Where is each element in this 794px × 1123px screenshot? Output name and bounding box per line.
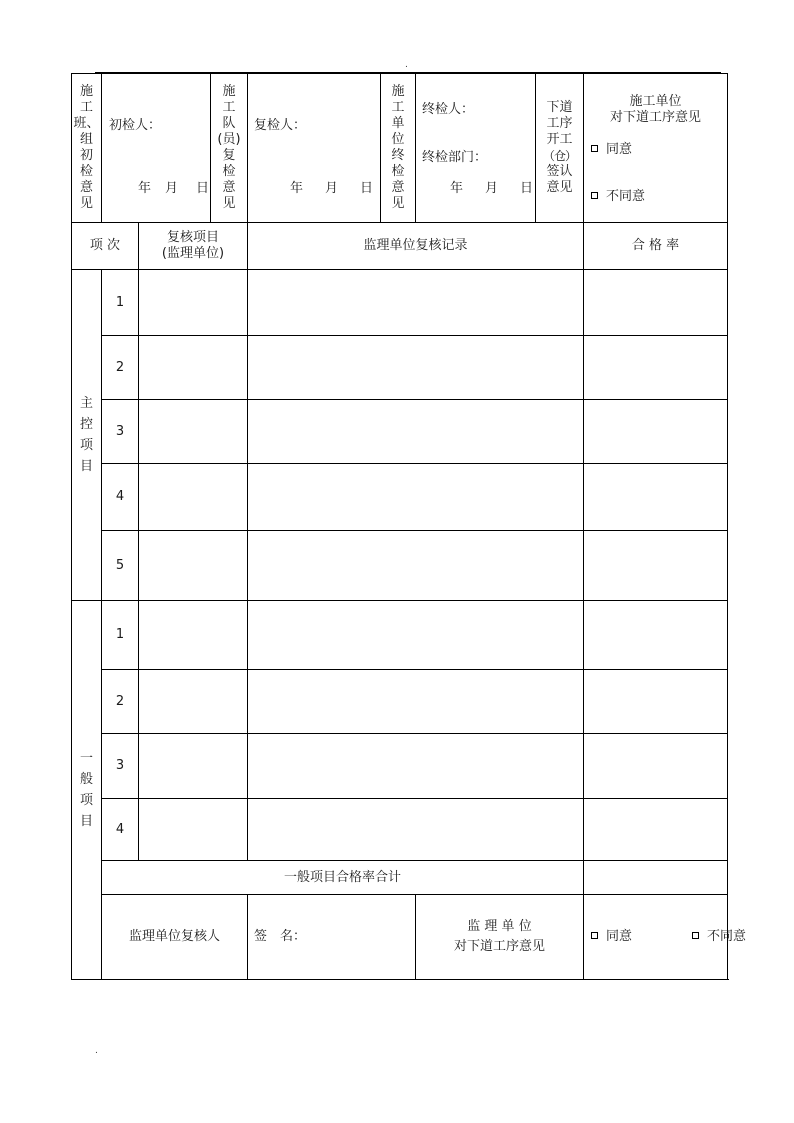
table-row bbox=[72, 601, 728, 670]
general-total-label: 一般项目合格率合计 bbox=[102, 861, 584, 895]
table-row bbox=[72, 464, 728, 531]
rate-cell[interactable] bbox=[584, 336, 728, 400]
table-row bbox=[72, 531, 728, 601]
general-total-row bbox=[72, 861, 728, 895]
row-number: 3 bbox=[102, 734, 139, 799]
table-row bbox=[72, 270, 728, 336]
main-control-group-label: 主 控 项 目 bbox=[72, 270, 102, 601]
crew-initial-check-label: 施 工 班、 组 初 检 意 见 bbox=[72, 74, 102, 223]
header-row bbox=[72, 74, 728, 223]
contractor-agree-option[interactable]: 同意 bbox=[591, 142, 632, 158]
item-head: 复核项目 (监理单位) bbox=[139, 223, 248, 270]
initial-inspector-label: 初检人： bbox=[109, 118, 162, 133]
next-process-signoff-label: 下道 工序 开工 （仓） 签认 意见 bbox=[536, 74, 584, 223]
column-head-row bbox=[72, 223, 728, 270]
record-cell[interactable] bbox=[248, 531, 584, 601]
page-mark-top: . bbox=[405, 60, 408, 70]
checkbox-icon[interactable] bbox=[591, 192, 598, 199]
record-cell[interactable] bbox=[248, 464, 584, 531]
contractor-opinion-title-1: 施工单位 bbox=[629, 94, 682, 109]
record-head: 监理单位复核记录 bbox=[248, 223, 584, 270]
table-row bbox=[72, 400, 728, 464]
final-dept-label: 终检部门： bbox=[422, 150, 488, 165]
rate-cell[interactable] bbox=[584, 270, 728, 336]
rate-head: 合 格 率 bbox=[584, 223, 728, 270]
general-total-value[interactable] bbox=[584, 861, 728, 895]
record-cell[interactable] bbox=[248, 270, 584, 336]
footer-row bbox=[72, 895, 728, 980]
item-cell[interactable] bbox=[139, 799, 248, 861]
rate-cell[interactable] bbox=[584, 670, 728, 734]
row-number: 2 bbox=[102, 336, 139, 400]
unit-final-check-label: 施 工 单 位 终 检 意 见 bbox=[381, 74, 416, 223]
general-group-label: 一 般 项 目 bbox=[72, 601, 102, 980]
supervisor-opinion-options bbox=[584, 895, 747, 980]
supervisor-agree-option[interactable]: 同意 bbox=[591, 929, 632, 945]
final-inspector-label: 终检人： bbox=[422, 102, 475, 117]
record-cell[interactable] bbox=[248, 601, 584, 670]
rate-cell[interactable] bbox=[584, 531, 728, 601]
record-cell[interactable] bbox=[248, 670, 584, 734]
recheck-inspector-label: 复检人： bbox=[254, 118, 307, 133]
final-check-cell[interactable] bbox=[416, 74, 536, 223]
row-number: 4 bbox=[102, 799, 139, 861]
row-number: 1 bbox=[102, 270, 139, 336]
record-cell[interactable] bbox=[248, 400, 584, 464]
quality-inspection-form bbox=[71, 73, 747, 980]
signature-cell[interactable] bbox=[248, 895, 416, 980]
table-row bbox=[72, 336, 728, 400]
supervisor-opinion-label: 监 理 单 位 对下道工序意见 bbox=[416, 895, 584, 980]
table-row bbox=[72, 799, 728, 861]
row-number: 2 bbox=[102, 670, 139, 734]
recheck-date: 年 月 日 bbox=[290, 181, 374, 196]
row-number: 4 bbox=[102, 464, 139, 531]
item-cell[interactable] bbox=[139, 270, 248, 336]
record-cell[interactable] bbox=[248, 734, 584, 799]
checkbox-icon[interactable] bbox=[591, 145, 598, 152]
checkbox-icon[interactable] bbox=[692, 932, 699, 939]
rate-cell[interactable] bbox=[584, 799, 728, 861]
supervisor-disagree-option[interactable]: 不同意 bbox=[692, 929, 746, 945]
rate-cell[interactable] bbox=[584, 464, 728, 531]
reviewer-label: 监理单位复核人 bbox=[102, 895, 248, 980]
checkbox-icon[interactable] bbox=[591, 932, 598, 939]
item-cell[interactable] bbox=[139, 400, 248, 464]
row-number: 5 bbox=[102, 531, 139, 601]
contractor-opinion-title-2: 对下道工序意见 bbox=[609, 110, 701, 125]
index-head: 项 次 bbox=[72, 223, 139, 270]
rate-cell[interactable] bbox=[584, 734, 728, 799]
table-row bbox=[72, 670, 728, 734]
initial-check-cell[interactable] bbox=[102, 74, 211, 223]
row-number: 1 bbox=[102, 601, 139, 670]
initial-check-date: 年 月 日 bbox=[138, 181, 210, 196]
item-cell[interactable] bbox=[139, 734, 248, 799]
table-row bbox=[72, 734, 728, 799]
row-number: 3 bbox=[102, 400, 139, 464]
rate-cell[interactable] bbox=[584, 601, 728, 670]
record-cell[interactable] bbox=[248, 336, 584, 400]
item-cell[interactable] bbox=[139, 601, 248, 670]
final-check-date: 年 月 日 bbox=[450, 181, 534, 196]
contractor-opinion-cell bbox=[584, 74, 728, 223]
item-cell[interactable] bbox=[139, 464, 248, 531]
page-mark-bottom: . bbox=[95, 1046, 98, 1056]
record-cell[interactable] bbox=[248, 799, 584, 861]
team-recheck-label: 施 工 队 (员) 复 检 意 见 bbox=[211, 74, 248, 223]
item-cell[interactable] bbox=[139, 670, 248, 734]
contractor-disagree-option[interactable]: 不同意 bbox=[591, 189, 645, 205]
item-cell[interactable] bbox=[139, 336, 248, 400]
recheck-cell[interactable] bbox=[248, 74, 381, 223]
rate-cell[interactable] bbox=[584, 400, 728, 464]
signature-label: 签 名： bbox=[254, 929, 307, 944]
item-cell[interactable] bbox=[139, 531, 248, 601]
